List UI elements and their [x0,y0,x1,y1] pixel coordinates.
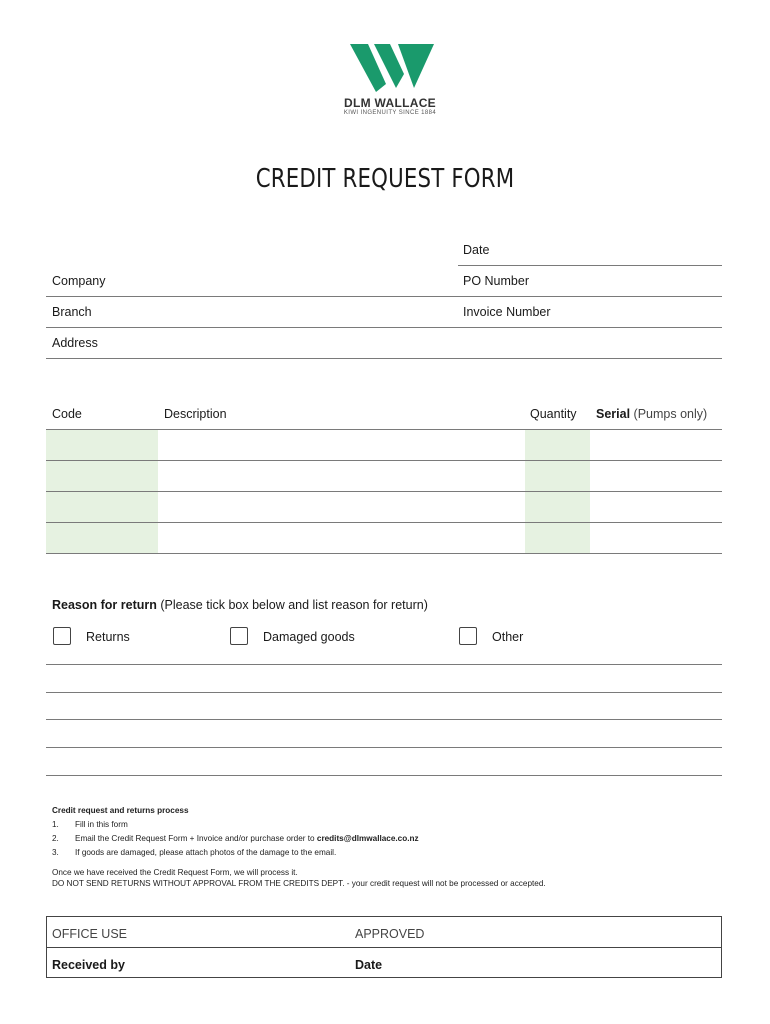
serial-header-label: Serial [596,407,631,421]
description-header: Description [164,407,227,421]
table-row[interactable] [46,553,722,554]
damaged-goods-label: Damaged goods [263,630,355,644]
serial-header [596,407,707,421]
process-step-number: 3. [52,848,59,857]
reason-heading [52,598,428,612]
process-step-text: If goods are damaged, please attach photos of the damage to the email. [75,848,337,857]
process-note: Once we have received the Credit Request Form, we will process it. [52,868,298,877]
branch-invoice-field[interactable] [46,327,722,328]
returns-label: Returns [86,630,130,644]
date-field[interactable] [458,265,722,266]
quantity-header: Quantity [530,407,577,421]
credits-email-link[interactable]: credits@dlmwallace.co.nz [316,834,419,843]
company-label: Company [52,274,106,288]
office-use-label: OFFICE USE [52,927,128,941]
table-row[interactable] [46,460,722,461]
date-label: Date [463,243,490,257]
reason-line[interactable] [46,692,722,693]
branch-label: Branch [52,305,92,319]
reason-label: Reason for return [52,598,157,612]
po-number-label: PO Number [463,274,529,288]
process-step-text: Email the Credit Request Form + Invoice and/or purchase order to credits@dlmwallace.co.nz [75,834,419,843]
page-title: CREDIT REQUEST FORM [255,164,515,194]
process-step-number: 1. [52,820,59,829]
w-logo-icon [348,44,436,92]
process-step-number: 2. [52,834,59,843]
office-use-divider [46,947,722,948]
company-po-field[interactable] [46,296,722,297]
damaged-goods-checkbox[interactable] [230,627,248,645]
reason-note: (Please tick box below and list reason for return) [156,598,428,612]
address-field[interactable] [46,358,722,359]
brand-tagline: KIWI INGENUITY SINCE 1884 [343,110,437,116]
other-label: Other [492,630,524,644]
process-heading: Credit request and returns process [52,806,189,815]
approved-label: APPROVED [355,927,425,941]
code-header: Code [52,407,82,421]
reason-line[interactable] [46,747,722,748]
reason-line[interactable] [46,719,722,720]
process-warning: DO NOT SEND RETURNS WITHOUT APPROVAL FROM THE CREDITS DEPT. - your credit request will not be processed or accepted. [52,879,546,888]
returns-checkbox[interactable] [53,627,71,645]
office-date-label: Date [355,958,383,972]
brand-name: DLM WALLACE [344,96,436,110]
serial-header-note: (Pumps only) [630,407,708,421]
other-checkbox[interactable] [459,627,477,645]
table-row[interactable] [46,491,722,492]
table-row[interactable] [46,522,722,523]
process-step-text: Fill in this form [75,820,128,829]
reason-line[interactable] [46,775,722,776]
reason-line[interactable] [46,664,722,665]
received-by-label: Received by [52,958,125,972]
address-label: Address [52,336,98,350]
invoice-number-label: Invoice Number [463,305,551,319]
